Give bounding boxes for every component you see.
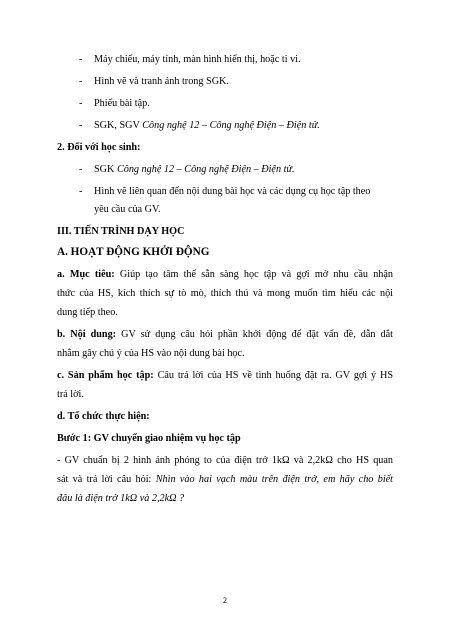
- product-text: trả lời.: [57, 389, 84, 400]
- section-heading-activity: [57, 245, 393, 259]
- goal-text: Giúp tạo tâm thế sẵn sàng học tập và gợi mở nhu cầu nhận: [114, 269, 393, 280]
- product-label: c. Sản phẩm học tập:: [57, 370, 154, 381]
- step1-label: Bước 1: GV chuyển giao nhiệm vụ học tập: [57, 433, 241, 444]
- page-number: 2: [223, 596, 227, 605]
- goal-label: a. Mục tiêu:: [57, 269, 115, 280]
- product-line-2: [57, 388, 393, 402]
- list-item-text: Phiếu bài tập.: [94, 98, 150, 109]
- book-title: Công nghệ 12 – Công nghệ Điện – Điện tử.: [142, 120, 320, 131]
- step1-line-3: [57, 492, 393, 506]
- organize-label: d. Tổ chức thực hiện:: [57, 411, 150, 422]
- list-item-text-plain: SGK: [94, 164, 117, 175]
- organize-heading: [57, 410, 393, 424]
- goal-line-1: [57, 268, 393, 282]
- section-heading-student: [57, 141, 393, 155]
- question-text: Nhìn vào hai vạch màu trên điện trở, em hãy cho biết: [155, 474, 393, 485]
- content-line-2: [57, 347, 393, 361]
- book-title: Công nghệ 12 – Công nghệ Điện – Điện tử.: [116, 164, 295, 175]
- content-text: GV sử dụng câu hỏi phần khởi động để đặt vấn đề, dẫn dắt: [116, 329, 393, 340]
- list-item-text: Máy chiếu, máy tính, màn hình hiển thị, hoặc ti vi.: [94, 54, 301, 65]
- content-text: nhằm gây chú ý của HS vào nội dung bài học.: [57, 348, 245, 359]
- section-heading-text: III. TIẾN TRÌNH DẠY HỌC: [57, 226, 185, 237]
- question-text: đâu là điện trở 1kΩ và 2,2kΩ ?: [57, 493, 185, 504]
- list-item-text: [94, 163, 295, 177]
- goal-line-3: [57, 306, 393, 320]
- product-text: Câu trả lời của HS về tình huống đặt ra. GV gợi ý HS: [153, 370, 393, 381]
- bullet-dash: -: [79, 164, 83, 175]
- bullet-dash: -: [79, 76, 83, 87]
- section-heading-text: A. HOẠT ĐỘNG KHỞI ĐỘNG: [57, 246, 210, 258]
- step1-text: - GV chuẩn bị 2 hình ảnh phóng to của điện trở 1kΩ và 2,2kΩ cho HS quan: [57, 455, 393, 466]
- goal-text: thức của HS, kích thích sự tò mò, thích thú và mong muốn tìm hiểu các nội: [57, 288, 393, 299]
- list-item-text-plain: SGK, SGV: [94, 120, 143, 131]
- list-item-text: Hình vẽ liên quan đến nội dung bài học và các dụng cụ học tập theo: [94, 186, 371, 197]
- list-item-text: yêu cầu của GV.: [94, 204, 161, 215]
- content-label: b. Nội dung:: [57, 329, 117, 340]
- goal-line-2: [57, 287, 393, 301]
- step1-line-1: [57, 454, 393, 468]
- section-heading-text: 2. Đối với học sinh:: [57, 142, 141, 153]
- step1-text: sát và trả lời câu hỏi:: [57, 474, 156, 485]
- product-line-1: [57, 369, 393, 383]
- content-line-1: [57, 328, 393, 342]
- step1-line-2: [57, 473, 393, 487]
- bullet-dash: -: [79, 120, 83, 131]
- list-item-text: [94, 119, 320, 133]
- bullet-dash: -: [79, 98, 83, 109]
- bullet-dash: -: [79, 54, 83, 65]
- bullet-dash: -: [79, 186, 83, 197]
- list-item-text: Hình vẽ và tranh ảnh trong SGK.: [94, 76, 229, 87]
- step1-heading: [57, 432, 393, 446]
- section-heading-process: [57, 225, 393, 239]
- goal-text: dung tiếp theo.: [57, 307, 118, 318]
